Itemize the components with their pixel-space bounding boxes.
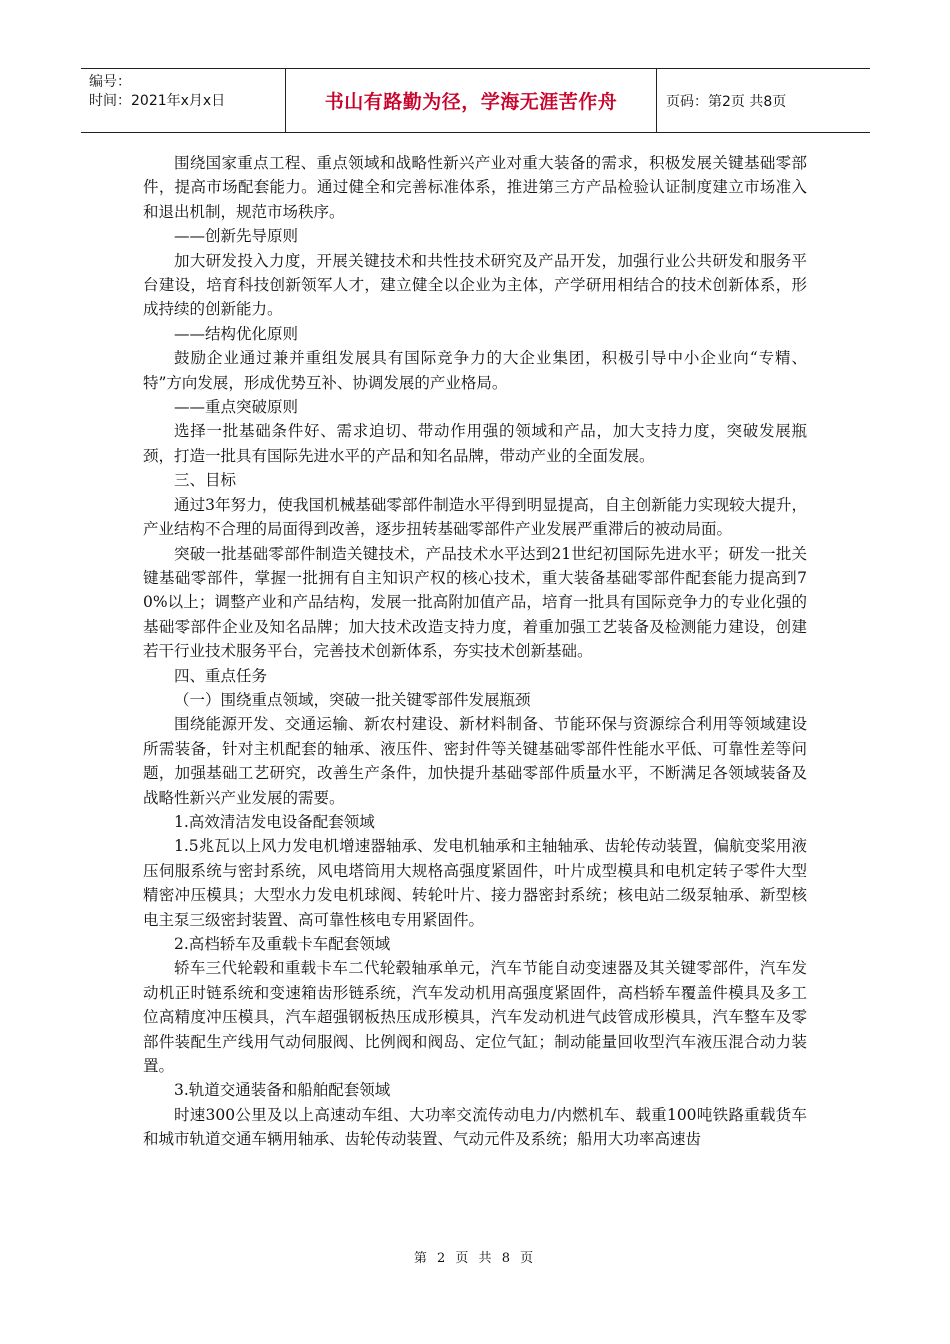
number-label: 编号： bbox=[89, 74, 131, 90]
header-page-label: 页码：第2页 共8页 bbox=[666, 93, 787, 110]
principle-heading: ——重点突破原则 bbox=[174, 398, 299, 417]
item-heading: 2.高档轿车及重载卡车配套领域 bbox=[174, 935, 391, 953]
item-heading: 3.轨道交通装备和船舶配套领域 bbox=[174, 1081, 391, 1100]
paragraph: 1.5兆瓦以上风力发电机增速器轴承、发电机轴承和主轴轴承、齿轮传动装置，偏航变桨用液压伺服系统与密封系统，风电塔筒用大规格高强度紧固件，叶片成型模具和电机定转子零件大型精密冲压模具；大型水力发电机球阀、转轮叶片、接力器密封系统；核电站二级泵轴承、新型核电主泵三级密封装置、高可靠性核电专用紧固件。 bbox=[143, 837, 807, 929]
paragraph: 选择一批基础条件好、需求迫切、带动作用强的领域和产品，加大支持力度，突破发展瓶颈，打造一批具有国际先进水平的产品和知名品牌，带动产业的全面发展。 bbox=[143, 422, 807, 465]
page-header bbox=[81, 68, 870, 133]
paragraph: 加大研发投入力度，开展关键技术和共性技术研究及产品开发，加强行业公共研发和服务平台建设，培育科技创新领军人才，建立健全以企业为主体，产学研用相结合的技术创新体系，形成持续的创新能力。 bbox=[143, 251, 807, 319]
section-heading: 三、目标 bbox=[174, 471, 237, 490]
header-meta bbox=[89, 73, 225, 111]
time-label: 时间：2021年x月x日 bbox=[89, 93, 226, 109]
paragraph: 轿车三代轮毂和重载卡车二代轮毂轴承单元，汽车节能自动变速器及其关键零部件，汽车发动机正时链系统和变速箱齿形链系统，汽车发动机用高强度紧固件，高档轿车覆盖件模具及多工位高精度冲压模具，汽车超强钢板热压成形模具，汽车发动机进气歧管成形模具，汽车整车及零部件装配生产线用气动伺服阀、比例阀和阀岛、定位气缸；制动能量回收型汽车液压混合动力装置。 bbox=[143, 959, 807, 1076]
header-divider bbox=[656, 69, 657, 132]
item-heading: 1.高效清洁发电设备配套领域 bbox=[174, 812, 375, 831]
principle-heading: ——结构优化原则 bbox=[174, 324, 299, 343]
section-heading: 四、重点任务 bbox=[174, 666, 268, 685]
header-divider bbox=[285, 69, 286, 132]
paragraph: 突破一批基础零部件制造关键技术，产品技术水平达到21世纪初国际先进水平；研发一批关键基础零部件，掌握一批拥有自主知识产权的核心技术，重大装备基础零部件配套能力提高到70%以上；调整产业和产品结构，发展一批高附加值产品，培育一批具有国际竞争力的专业化强的基础零部件企业及知名品牌；加大技术改造支持力度，着重加强工艺装备及检测能力建设，创建若干行业技术服务平台，完善技术创新体系，夯实技术创新基础。 bbox=[143, 544, 807, 661]
page-footer: 第 2 页 共 8 页 bbox=[413, 1251, 537, 1266]
paragraph: 通过3年努力，使我国机械基础零部件制造水平得到明显提高，自主创新能力实现较大提升，产业结构不合理的局面得到改善，逐步扭转基础零部件产业发展严重滞后的被动局面。 bbox=[143, 495, 807, 539]
paragraph: 鼓励企业通过兼并重组发展具有国际竞争力的大企业集团，积极引导中小企业向“专精、特”方向发展，形成优势互补、协调发展的产业格局。 bbox=[143, 349, 807, 392]
subsection-heading: （一）围绕重点领域，突破一批关键零部件发展瓶颈 bbox=[174, 690, 531, 709]
principle-heading: ——创新先导原则 bbox=[174, 227, 299, 246]
header-motto: 书山有路勤为径，学海无涯苦作舟 bbox=[324, 91, 618, 113]
paragraph: 围绕国家重点工程、重点领域和战略性新兴产业对重大装备的需求，积极发展关键基础零部件，提高市场配套能力。通过健全和完善标准体系，推进第三方产品检验认证制度建立市场准入和退出机制，规范市场秩序。 bbox=[143, 154, 807, 221]
paragraph: 围绕能源开发、交通运输、新农村建设、新材料制备、节能环保与资源综合利用等领域建设所需装备，针对主机配套的轴承、液压件、密封件等关键基础零部件性能水平低、可靠性差等问题，加强基础工艺研究，改善生产条件，加快提升基础零部件质量水平，不断满足各领域装备及战略性新兴产业发展的需要。 bbox=[143, 715, 807, 807]
document-body bbox=[143, 151, 807, 1152]
paragraph: 时速300公里及以上高速动车组、大功率交流传动电力/内燃机车、载重100吨铁路重载货车和城市轨道交通车辆用轴承、齿轮传动装置、气动元件及系统；船用大功率高速齿 bbox=[143, 1105, 807, 1149]
